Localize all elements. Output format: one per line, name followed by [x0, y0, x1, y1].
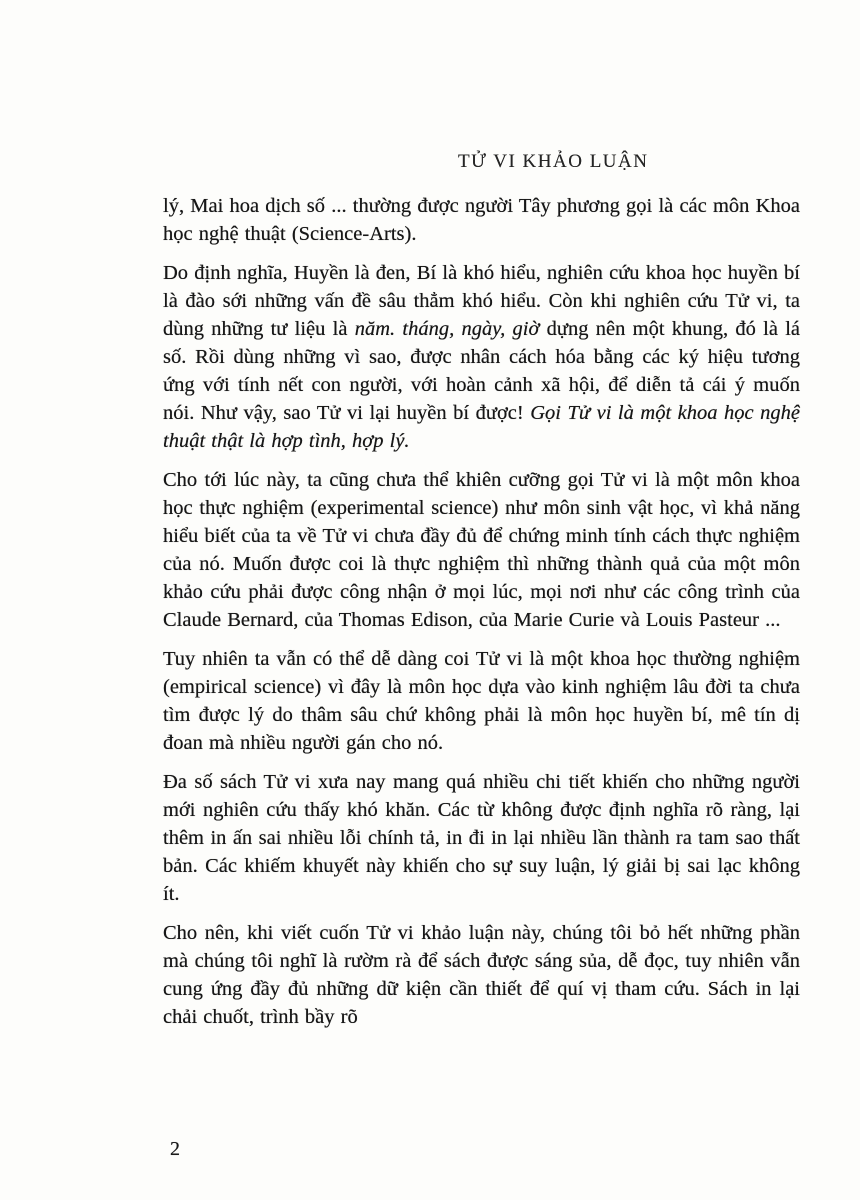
paragraph [163, 192, 800, 248]
text-run: lý, Mai hoa dịch số ... thường được người Tây phương gọi là các môn Khoa học nghệ thuật (Science-Arts). [163, 195, 800, 245]
text-run: Tuy nhiên ta vẫn có thể dễ dàng coi Tử vi là một khoa học thường nghiệm (empirical science) vì đây là môn học dựa vào kinh nghiệm lâu đời ta chưa tìm được lý do thâm sâu chứ không phải là môn học huyền bí, mê tín dị đoan mà nhiều người gán cho nó. [163, 648, 800, 754]
paragraph [163, 259, 800, 455]
paragraph [163, 645, 800, 757]
text-run: Cho tới lúc này, ta cũng chưa thể khiên cưỡng gọi Tử vi là một môn khoa học thực nghiệm (experimental science) như môn sinh vật học, vì khả năng hiểu biết của ta về Tử vi chưa đầy đủ để chứng minh tính cách thực nghiệm của nó. Muốn được coi là thực nghiệm thì những thành quả của một môn khảo cứu phải được công nhận ở mọi lúc, mọi nơi như các công trình của Claude Bernard, của Thomas Edison, của Marie Curie và Louis Pasteur ... [163, 469, 800, 631]
paragraph [163, 919, 800, 1031]
body-text [163, 192, 800, 1042]
text-run: Đa số sách Tử vi xưa nay mang quá nhiều chi tiết khiến cho những người mới nghiên cứu thấy khó khăn. Các từ không được định nghĩa rõ ràng, lại thêm in ấn sai nhiều lỗi chính tả, in đi in lại nhiều lần thành ra tam sao thất bản. Các khiếm khuyết này khiến cho sự suy luận, lý giải bị sai lạc không ít. [163, 771, 800, 905]
text-run: Cho nên, khi viết cuốn Tử vi khảo luận này, chúng tôi bỏ hết những phần mà chúng tôi nghĩ là rườm rà để sách được sáng sủa, dễ đọc, tuy nhiên vẫn cung ứng đầy đủ những dữ kiện cần thiết để quí vị tham cứu. Sách in lại chải chuốt, trình bầy rõ [163, 922, 800, 1028]
paragraph [163, 768, 800, 908]
italic-text-run: Gọi Tử vi là một khoa học nghệ thuật thật là hợp tình, hợp lý. [163, 402, 800, 452]
page-number: 2 [170, 1138, 180, 1160]
text-run: Do định nghĩa, Huyền là đen, Bí là khó hiểu, nghiên cứu khoa học huyền bí là đào sới những vấn đề sâu thẳm khó hiểu. Còn khi nghiên cứu Tử vi, ta dùng những tư liệu là [163, 262, 800, 340]
italic-text-run: năm. tháng, ngày, giờ [354, 318, 540, 340]
text-run: dựng nên một khung, đó là lá số. Rồi dùng những vì sao, được nhân cách hóa bằng các ký hiệu tương ứng với tính nết con người, với hoàn cảnh xã hội, để diễn tả cái ý muốn nói. Như vậy, sao Tử vi lại huyền bí được! [163, 318, 800, 424]
running-head-title: TỬ VI KHẢO LUẬN [458, 151, 649, 172]
paragraph [163, 466, 800, 634]
